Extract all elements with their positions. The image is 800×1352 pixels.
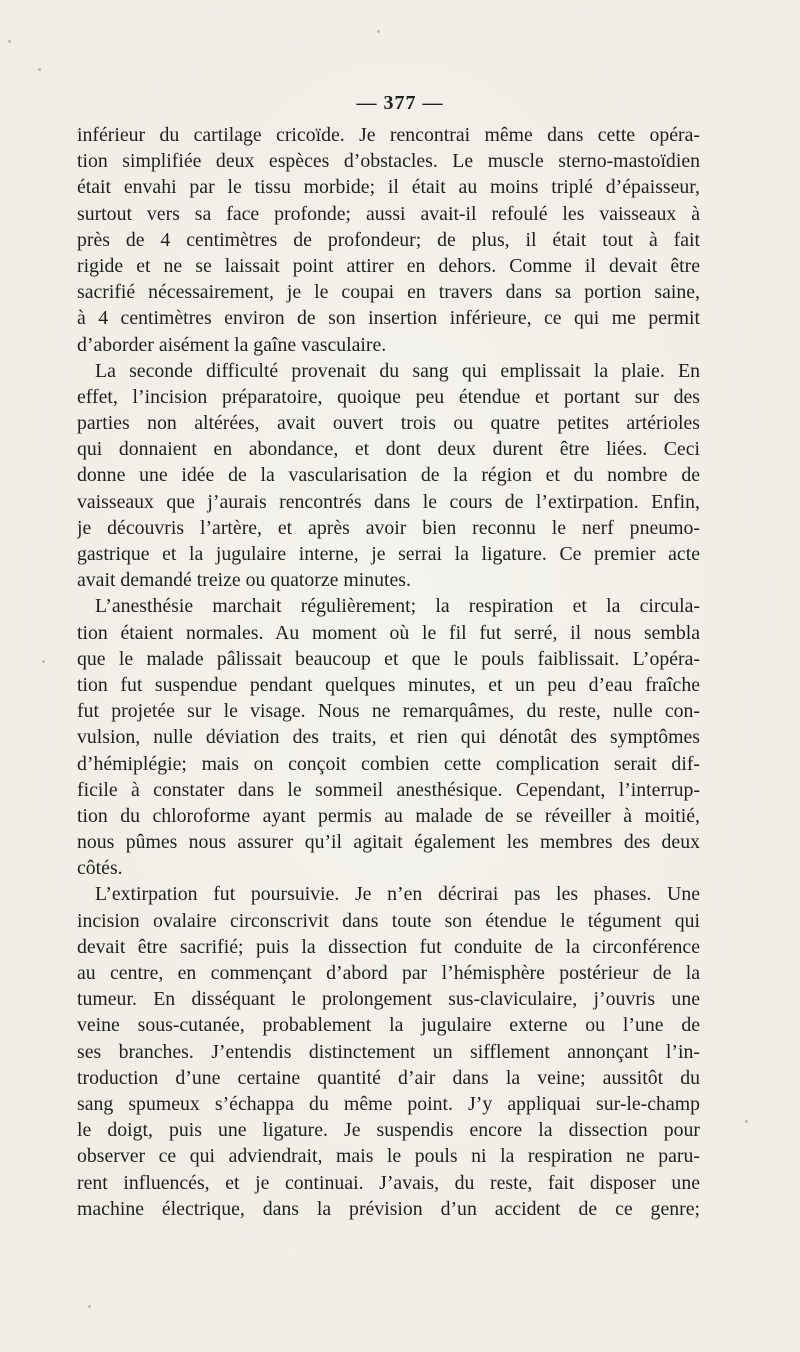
- text-line: effet, l’incision préparatoire, quoique peu étendue et portant sur des: [77, 385, 700, 408]
- text-line: gastrique et la jugulaire interne, je serrai la ligature. Ce premier acte: [77, 543, 700, 565]
- text-line: près de 4 centimètres de profondeur; de plus, il était tout à fait: [77, 228, 700, 251]
- text-line: tion étaient normales. Au moment où le fil fut serré, il nous sembla: [77, 621, 700, 644]
- paper-speck: [745, 1120, 748, 1123]
- text-line: L’extirpation fut poursuivie. Je n’en décrirai pas les phases. Une: [95, 883, 700, 906]
- text-line: tion simplifiée deux espèces d’obstacles. Le muscle sterno-mastoïdien: [77, 150, 700, 173]
- text-line: tumeur. En disséquant le prolongement sus-claviculaire, j’ouvris une: [77, 988, 700, 1011]
- text-line: que le malade pâlissait beaucoup et que le pouls faiblissait. L’opéra-: [77, 647, 700, 670]
- text-line: ses branches. J’entendis distinctement un sifflement annonçant l’in-: [77, 1040, 700, 1063]
- text-line: vaisseaux que j’aurais rencontrés dans le cours de l’extirpation. Enfin,: [77, 490, 700, 513]
- text-line: d’hémiplégie; mais on conçoit combien cette complication serait dif-: [77, 752, 700, 775]
- text-line: le doigt, puis une ligature. Je suspendis encore la dissection pour: [77, 1119, 700, 1142]
- text-line: parties non altérées, avait ouvert trois ou quatre petites artérioles: [77, 412, 700, 435]
- text-line: L’anesthésie marchait régulièrement; la respiration et la circula-: [95, 595, 700, 618]
- text-line: côtés.: [77, 857, 123, 880]
- page-number: — 377 —: [356, 92, 444, 114]
- text-line: inférieur du cartilage cricoïde. Je rencontrai même dans cette opéra-: [77, 124, 700, 146]
- paper-speck: [42, 660, 45, 663]
- text-line: surtout vers sa face profonde; aussi avait-il refoulé les vaisseaux à: [77, 202, 700, 225]
- paper-speck: [38, 68, 41, 71]
- text-line: avait demandé treize ou quatorze minutes.: [77, 569, 411, 592]
- text-line: tion du chloroforme ayant permis au malade de se réveiller à moitié,: [77, 804, 700, 827]
- text-line: qui donnaient en abondance, et dont deux durent être liées. Ceci: [77, 438, 700, 461]
- text-line: au centre, en commençant d’abord par l’hémisphère postérieur de la: [77, 962, 700, 984]
- body-text: [77, 122, 700, 1222]
- text-line: machine électrique, dans la prévision d’un accident de ce genre;: [77, 1197, 700, 1220]
- text-line: donne une idée de la vascularisation de la région et du nombre de: [77, 464, 700, 487]
- paper-speck: [88, 1305, 91, 1308]
- text-line: sang spumeux s’échappa du même point. J’y appliquai sur-le-champ: [77, 1092, 700, 1115]
- text-line: sacrifié nécessairement, je le coupai en travers dans sa portion saine,: [77, 281, 700, 304]
- text-line: fut projetée sur le visage. Nous ne remarquâmes, du reste, nulle con-: [77, 700, 700, 723]
- text-line: rigide et ne se laissait point attirer en dehors. Comme il devait être: [77, 254, 700, 277]
- text-line: rent influencés, et je continuai. J’avais, du reste, fait disposer une: [77, 1171, 700, 1194]
- paper-speck: [8, 40, 11, 43]
- text-line: nous pûmes nous assurer qu’il agitait également les membres des deux: [77, 831, 700, 854]
- text-line: devait être sacrifié; puis la dissection fut conduite de la circonférence: [77, 935, 700, 958]
- text-line: tion fut suspendue pendant quelques minutes, et un peu d’eau fraîche: [77, 673, 700, 696]
- text-line: ficile à constater dans le sommeil anesthésique. Cependant, l’interrup-: [77, 778, 700, 801]
- text-line: je découvris l’artère, et après avoir bien reconnu le nerf pneumo-: [77, 516, 700, 539]
- text-line: observer ce qui adviendrait, mais le pouls ni la respiration ne paru-: [77, 1145, 700, 1168]
- text-line: à 4 centimètres environ de son insertion inférieure, ce qui me permit: [77, 307, 700, 330]
- text-line: La seconde difficulté provenait du sang qui emplissait la plaie. En: [95, 359, 700, 382]
- text-line: d’aborder aisément la gaîne vasculaire.: [77, 333, 387, 356]
- text-line: incision ovalaire circonscrivit dans toute son étendue le tégument qui: [77, 909, 700, 932]
- text-line: troduction d’une certaine quantité d’air dans la veine; aussitôt du: [77, 1066, 700, 1089]
- paper-speck: [377, 30, 380, 33]
- text-line: était envahi par le tissu morbide; il était au moins triplé d’épaisseur,: [77, 176, 700, 199]
- text-line: vulsion, nulle déviation des traits, et rien qui dénotât des symptômes: [77, 726, 700, 749]
- text-line: veine sous-cutanée, probablement la jugulaire externe ou l’une de: [77, 1014, 700, 1037]
